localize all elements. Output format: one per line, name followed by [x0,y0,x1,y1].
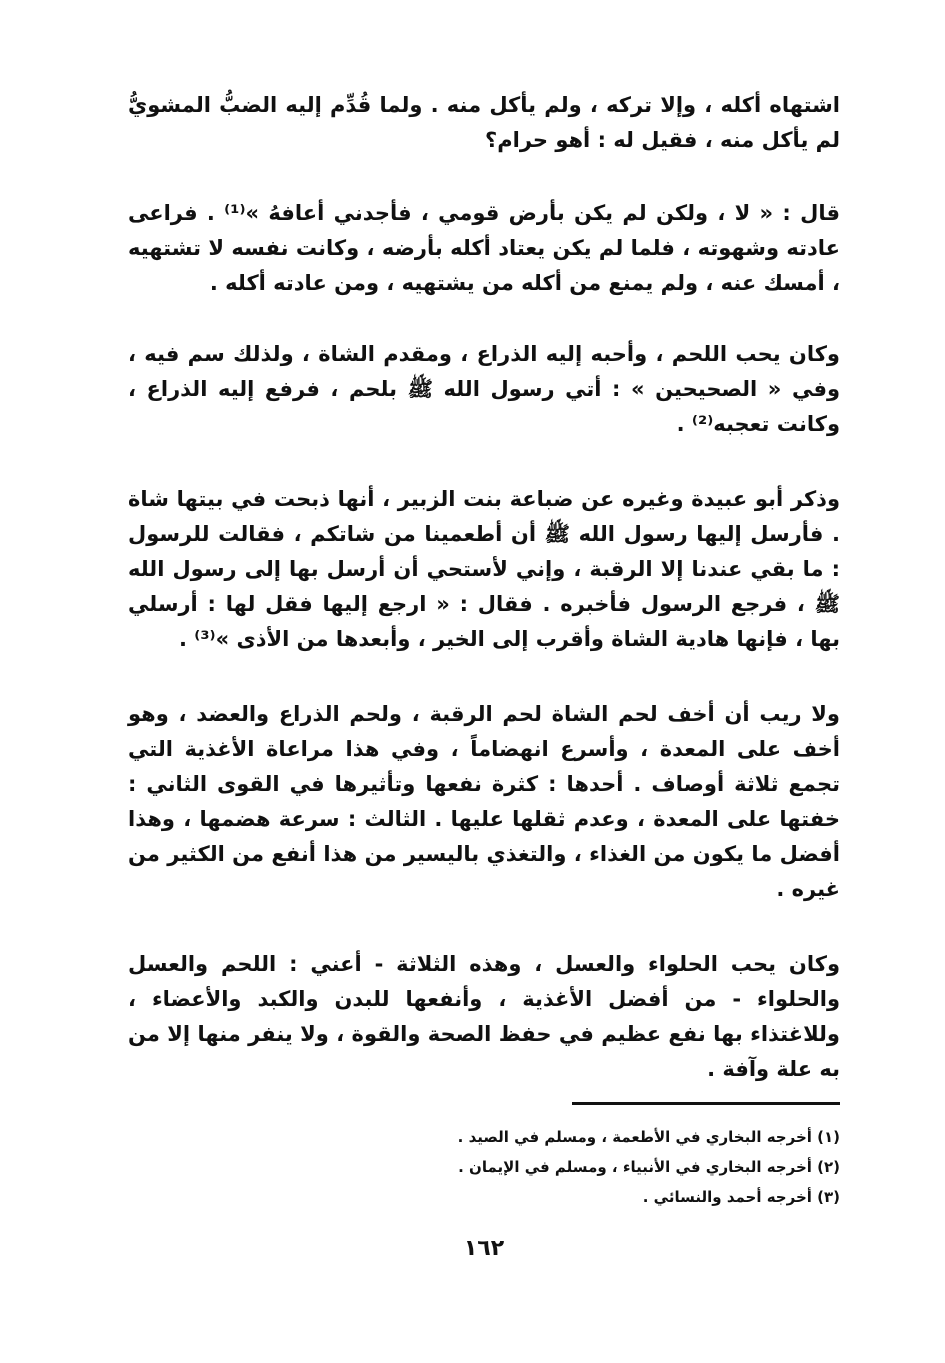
footnote-3: (٣) أخرجه أحمد والنسائي . [642,1188,840,1206]
paragraph-honey-sweets: وكان يحب الحلواء والعسل ، وهذه الثلاثة - أعني : اللحم والعسل والحلواء - من أفضل الأغذية ، وأنفعها للبدن والكبد والأعضاء ، وللاغتذاء بها نفع عظيم في حفظ الصحة والقوة ، ولا ينفر منها إلا من به علة وآفة . [128,952,840,1081]
book-page [128,88,840,1268]
footnote-1: (١) أخرجه البخاري في الأطعمة ، ومسلم في الصيد . [457,1128,840,1146]
paragraph-continuation: اشتهاه أكله ، وإلا تركه ، ولم يأكل منه . ولما قُدِّم إليه الضبُّ المشويُّ لم يأكل منه ، فقيل له : أهو حرام؟ [128,93,840,152]
footnote-2: (٢) أخرجه البخاري في الأنبياء ، ومسلم في الإيمان . [458,1158,840,1176]
page-number: ١٦٢ [463,1236,505,1261]
footnotes [128,1122,840,1212]
footnote-separator [572,1102,840,1105]
paragraph-dubaa: وذكر أبو عبيدة وغيره عن ضباعة بنت الزبير ، أنها ذبحت في بيتها شاة . فأرسل إليها رسول الله ﷺ أن أطعمينا من شاتكم ، فقالت للرسول : ما بقي عندنا إلا الرقبة ، وإني لأستحي أن أرسل بها إلى رسول الله ﷺ ، فرجع الرسول فأخبره . فقال : « ارجع إليها فقل لها : أرسلي بها ، فإنها هادية الشاة وأقرب إلى الخير ، وأبعدها من الأذى »⁽³⁾ . [128,487,840,651]
paragraph-hadith-dabb: قال : « لا ، ولكن لم يكن بأرض قومي ، فأجدني أعافهُ »⁽¹⁾ . فراعى عادته وشهوته ، فلما لم يكن يعتاد أكله بأرضه ، وكانت نفسه لا تشتهيه ، أمسك عنه ، ولم يمنع من أكله من يشتهيه ، ومن عادته أكله . [128,201,840,295]
paragraph-neck-meat: ولا ريب أن أخف لحم الشاة لحم الرقبة ، ولحم الذراع والعضد ، وهو أخف على المعدة ، وأسرع انهضاماً ، وفي هذا مراعاة الأغذية التي تجمع ثلاثة أوصاف . أحدها : كثرة نفعها وتأثيرها في القوى الثاني : خفتها على المعدة ، وعدم ثقلها عليها . الثالث : سرعة هضمها ، وهذا أفضل ما يكون من الغذاء ، والتغذي باليسير من هذا أنفع من الكثير من غيره . [128,702,840,901]
paragraph-meat: وكان يحب اللحم ، وأحبه إليه الذراع ، ومقدم الشاة ، ولذلك سم فيه ، وفي « الصحيحين » : أتي رسول الله ﷺ بلحم ، فرفع إليه الذراع ، وكانت تعجبه⁽²⁾ . [128,342,840,436]
